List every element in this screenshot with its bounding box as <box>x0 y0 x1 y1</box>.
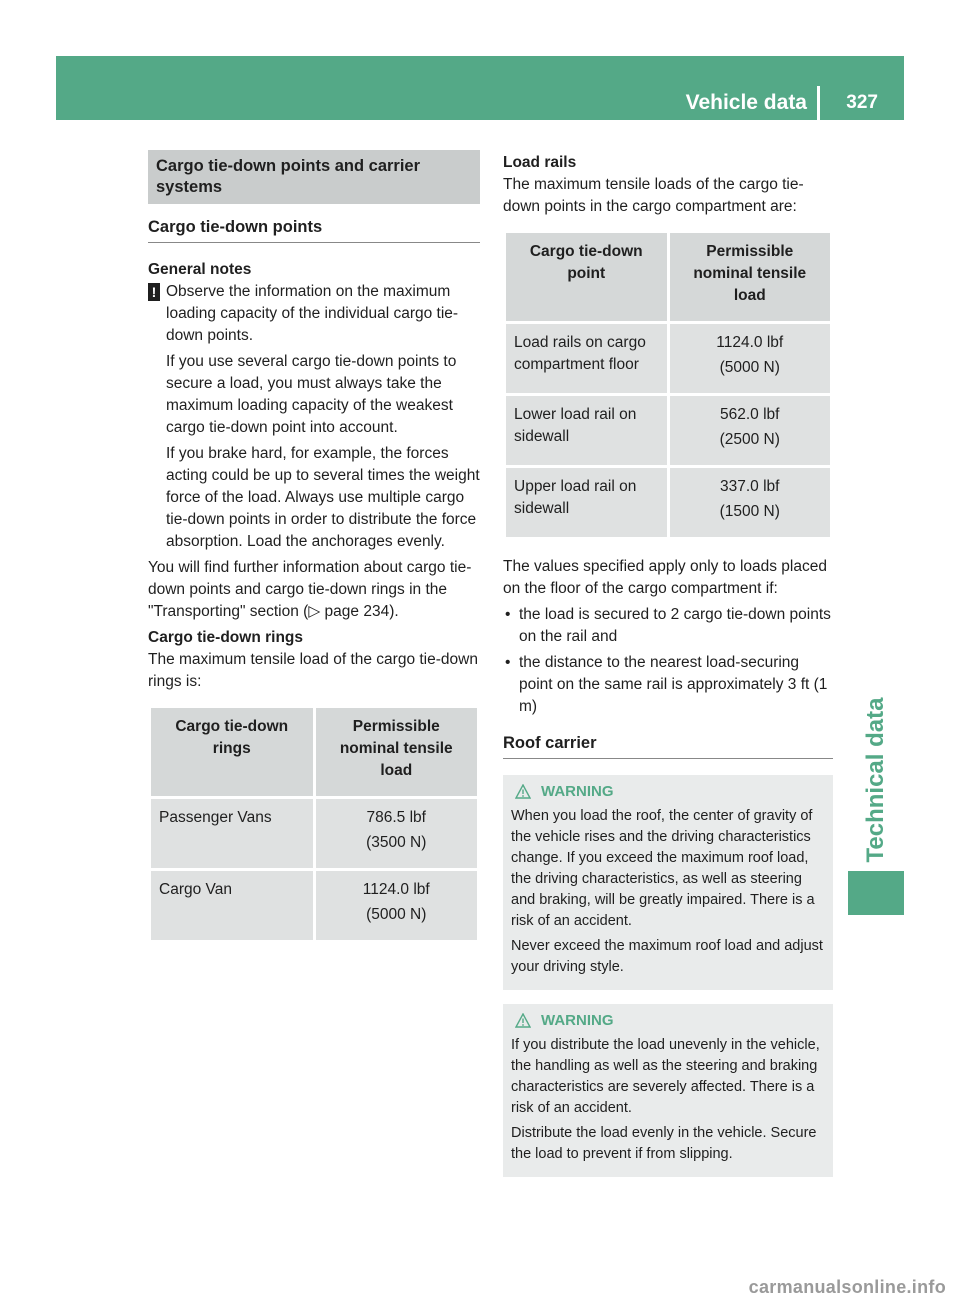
note-paragraph-2: If you use several cargo tie-down points to secure a load, you must always take the maximum loading capacity of the weakest cargo tie-down point into account. <box>166 353 457 436</box>
page-reference-link[interactable]: ▷ page 234 <box>308 603 390 620</box>
value-lbf: 786.5 lbf <box>366 809 426 826</box>
header-bar <box>56 56 904 120</box>
value-newton: (5000 N) <box>719 359 780 376</box>
table-row <box>505 467 832 539</box>
warning-triangle-icon <box>515 1013 531 1028</box>
general-notes-heading: General notes <box>148 261 252 278</box>
table-cell: Cargo Van <box>150 870 315 942</box>
rails-heading: Load rails <box>503 154 577 171</box>
list-item: • the distance to the nearest load-securing point on the same rail is approximately 3 ft (1 m) <box>503 652 833 718</box>
table-header-cell: Cargo tie-down point <box>505 232 669 323</box>
value-lbf: 337.0 lbf <box>720 478 780 495</box>
note-paragraph-1: Observe the information on the maximum loading capacity of the individual cargo tie-down points. <box>166 283 459 344</box>
value-lbf: 1124.0 lbf <box>716 334 784 351</box>
table-cell <box>314 870 479 942</box>
table-header-cell: Permissible nominal tensile load <box>314 707 479 798</box>
warning-text: If you distribute the load unevenly in the vehicle, the handling as well as the steering and braking characteristics are severely affected. There is a risk of an accident. <box>511 1037 820 1116</box>
table-header-row <box>150 707 479 798</box>
table-cell <box>668 395 832 467</box>
section-title: Cargo tie-down points and carrier systems <box>148 150 480 204</box>
table-cell: Passenger Vans <box>150 798 315 870</box>
table-cell <box>668 467 832 539</box>
header-title: Vehicle data <box>686 86 820 120</box>
table-row <box>150 798 479 870</box>
table-header-cell: Cargo tie-down rings <box>150 707 315 798</box>
left-column <box>148 150 480 959</box>
rings-table <box>148 705 480 943</box>
rails-intro: The maximum tensile loads of the cargo tie-down points in the cargo compartment are: <box>503 176 804 215</box>
table-cell: Lower load rail on sidewall <box>505 395 669 467</box>
page-number: 327 <box>846 92 878 113</box>
values-note: The values specified apply only to loads placed on the floor of the cargo compartment if: <box>503 558 827 597</box>
warning-label: WARNING <box>541 783 614 800</box>
note-block <box>148 281 480 557</box>
roof-carrier-heading: Roof carrier <box>503 732 833 759</box>
subsection-title: Cargo tie-down points <box>148 216 480 243</box>
watermark: carmanualsonline.info <box>748 1277 946 1297</box>
table-row <box>150 870 479 942</box>
table-row <box>505 395 832 467</box>
value-lbf: 1124.0 lbf <box>362 881 430 898</box>
warning-box <box>503 775 833 990</box>
table-cell <box>668 323 832 395</box>
right-column <box>503 150 833 1191</box>
further-info-text: You will find further information about cargo tie-down points and cargo tie-down rings in the "Transporting" section ( <box>148 559 472 620</box>
table-cell: Upper load rail on sidewall <box>505 467 669 539</box>
rings-intro: The maximum tensile load of the cargo tie-down rings is: <box>148 651 478 690</box>
table-header-row <box>505 232 832 323</box>
warning-text: Never exceed the maximum roof load and adjust your driving style. <box>511 938 823 975</box>
value-newton: (3500 N) <box>366 834 427 851</box>
side-tab-label: Technical data <box>862 697 889 863</box>
warning-text: Distribute the load evenly in the vehicle. Secure the load to prevent if from slipping. <box>511 1125 817 1162</box>
table-header-cell: Permissible nominal tensile load <box>668 232 832 323</box>
side-tab-marker <box>848 871 904 915</box>
rings-heading: Cargo tie-down rings <box>148 629 303 646</box>
exclamation-icon: ! <box>148 283 160 301</box>
table-cell <box>314 798 479 870</box>
side-tab[interactable] <box>848 697 904 863</box>
further-info-end: ). <box>389 603 399 620</box>
value-lbf: 562.0 lbf <box>720 406 780 423</box>
value-newton: (5000 N) <box>366 906 427 923</box>
warning-text: When you load the roof, the center of gravity of the vehicle rises and the driving characteristics change. If you exceed the maximum roof load, the driving characteristics, as well as steering and braking, will be greatly impaired. There is a risk of an accident. <box>511 808 815 929</box>
conditions-list <box>503 604 833 718</box>
value-newton: (2500 N) <box>719 431 780 448</box>
list-item: • the load is secured to 2 cargo tie-down points on the rail and <box>503 604 833 648</box>
table-row <box>505 323 832 395</box>
table-cell: Load rails on cargo compartment floor <box>505 323 669 395</box>
rails-table <box>503 230 833 540</box>
value-newton: (1500 N) <box>719 503 780 520</box>
warning-label: WARNING <box>541 1012 614 1029</box>
further-info-paragraph <box>148 557 480 623</box>
warning-triangle-icon <box>515 784 531 799</box>
warning-box <box>503 1004 833 1177</box>
note-paragraph-3: If you brake hard, for example, the forces acting could be up to several times the weight force of the load. Always use multiple cargo tie-down points in order to distribute the force absorption. Load the anchorages evenly. <box>166 445 480 550</box>
